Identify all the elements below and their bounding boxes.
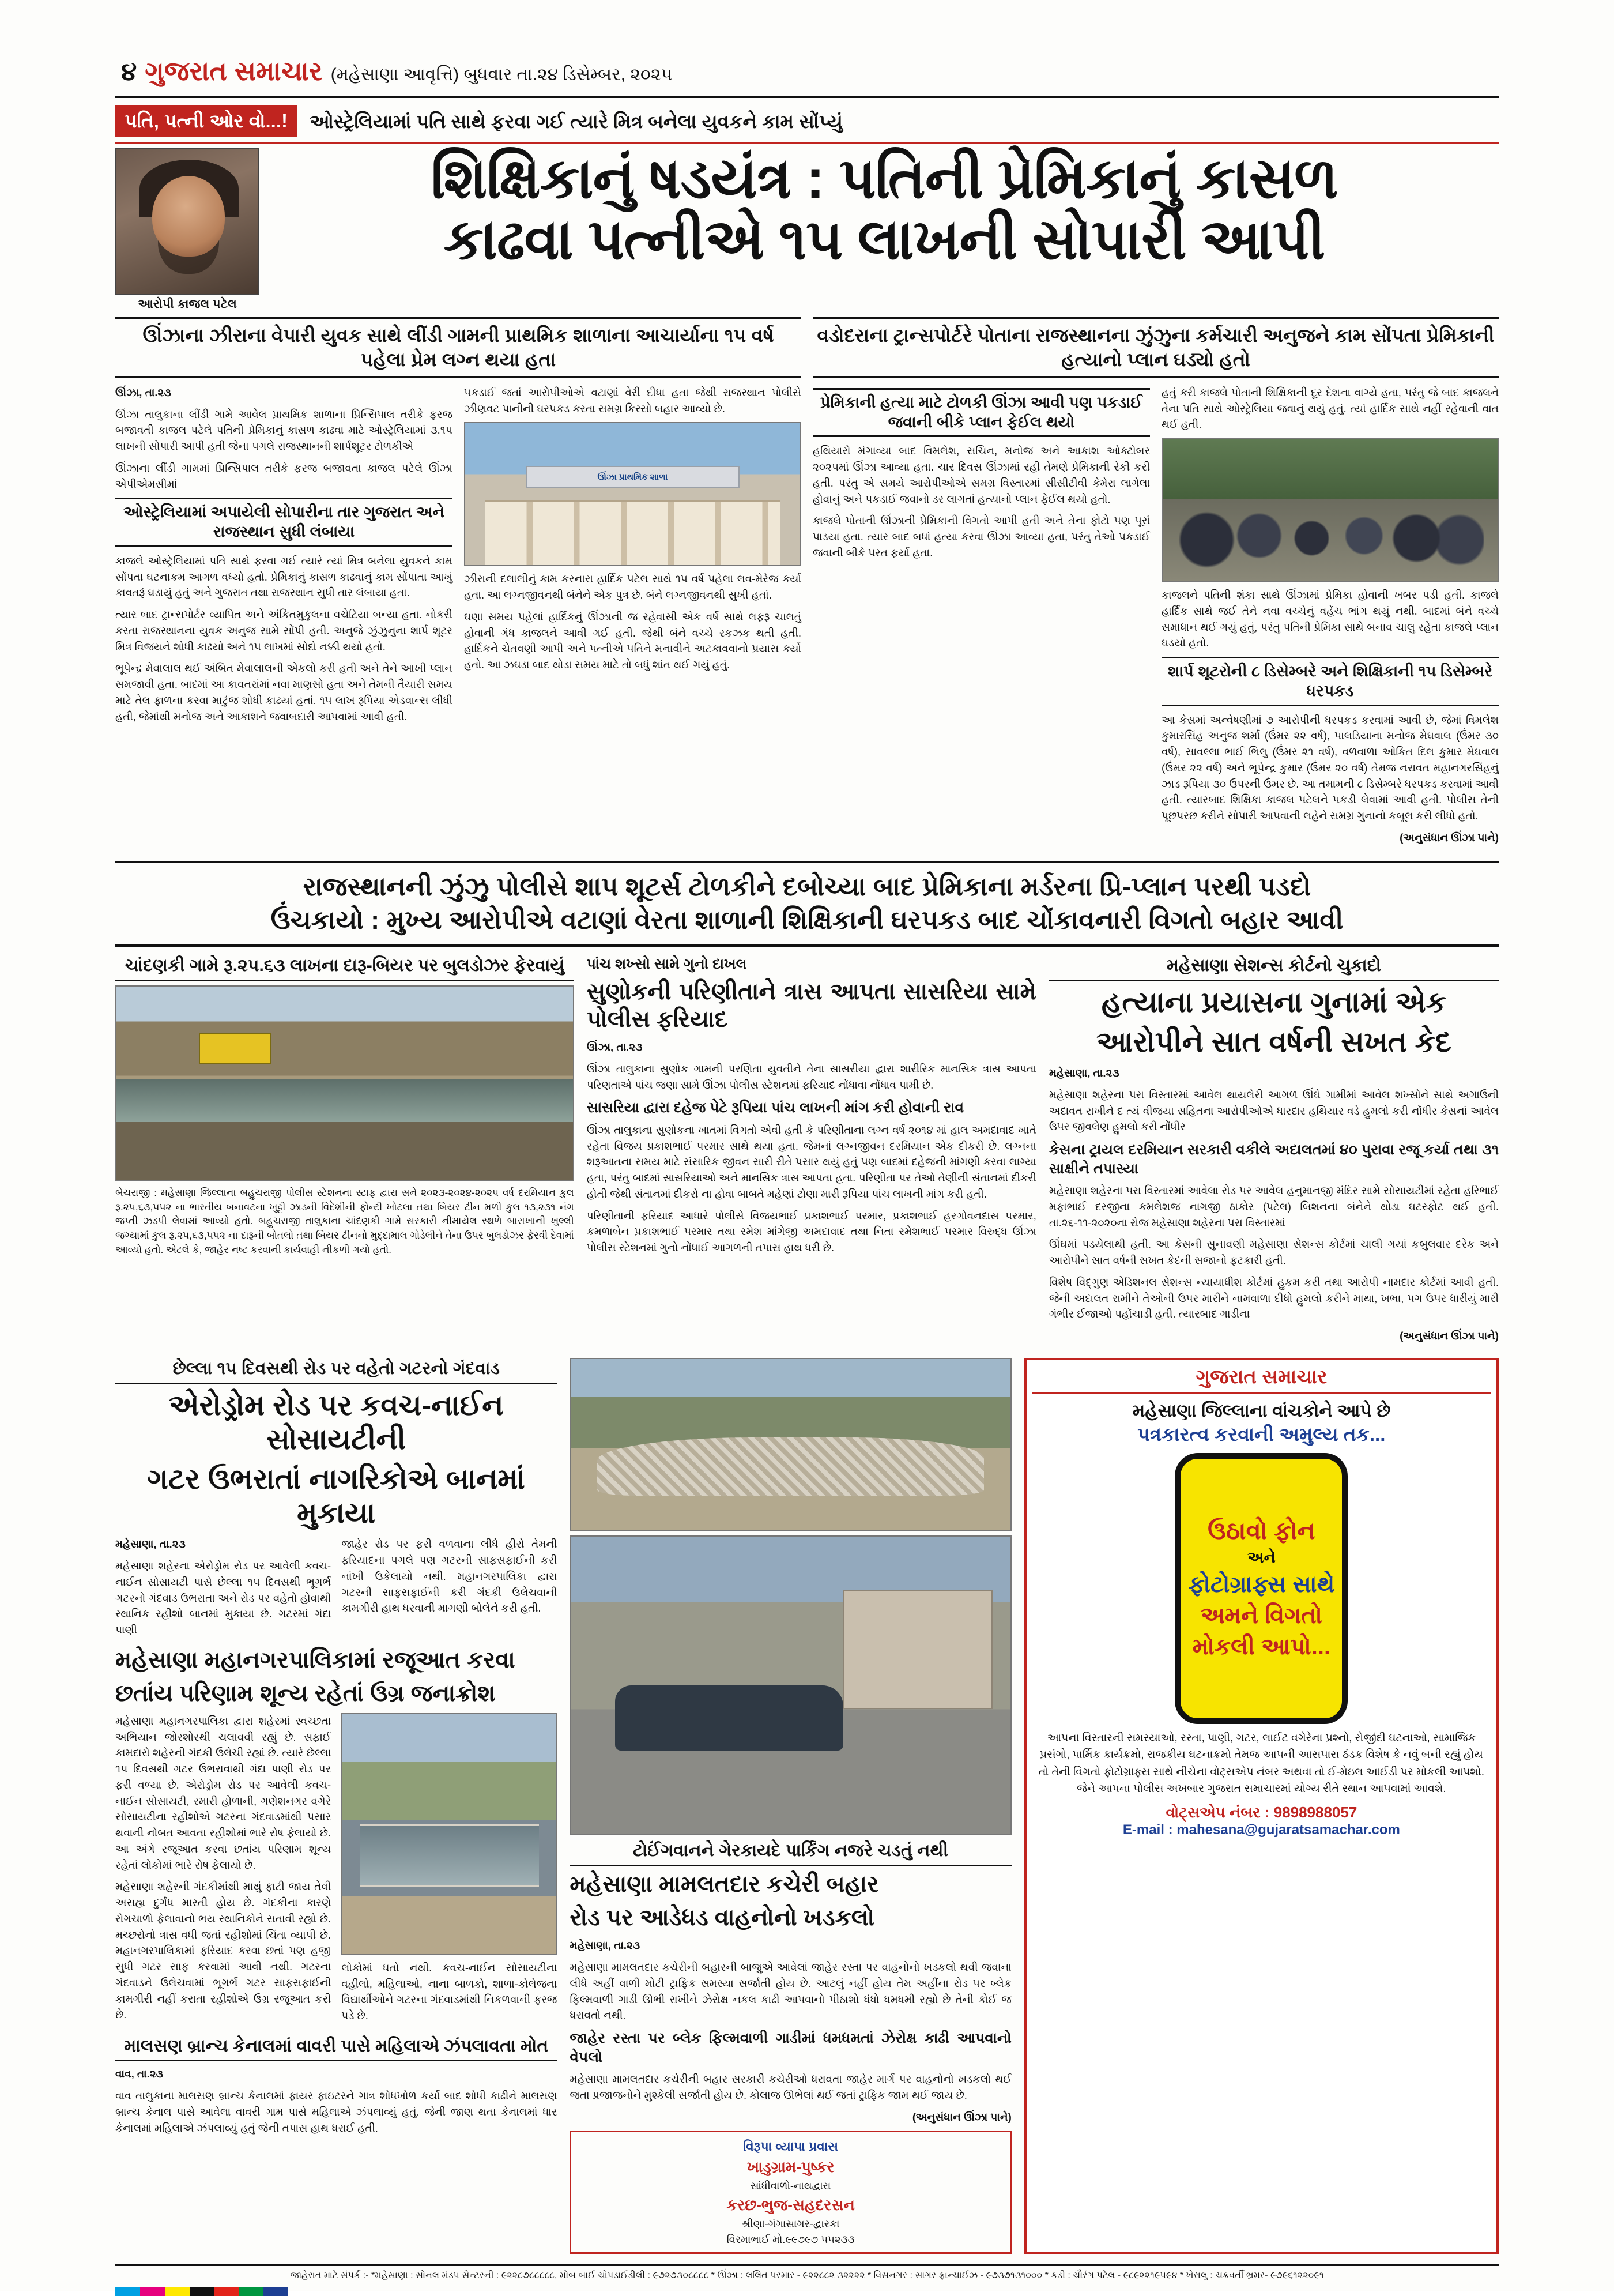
paragraph: ઘણા સમય પહેલાં હાર્દિકનું ઊંઝાની જ રહેવાસી એક વર્ષ સાથે લફરૂ ચાલતું હોવાની ગંધ કાજલને આવી ગઈ હતી. જેથી બંને વચ્ચે રકઝક થતી હતી. હાર્દિકને ચેતવણી આપી અને પત્નીએ પતિને મનાવીને અટકાવવાનો પ્રયાસ કર્યો હતો. આ ઝઘડા બાદ થોડા સમય માટે તો બધું શાંત થઈ ગયું હતું. (464, 610, 801, 671)
paragraph: જાહેર રોડ પર ફરી વળવાના લીધે હીરો તેમની ફરિયાદના પગલે પણ ગટરની સાફસફાઈની કરી નાંખી ઉકેલાયો નથી. મહાનગરપાલિકા દ્વારા ગટરની સાફસફાઈની કરી ગંદકી ઉલેચવાની કામગીરી હાથ ધરવાની માગણી બોલેને કરી હતી. (341, 1538, 557, 1614)
ad-tagline-2: પત્રકારત્વ કરવાની અમુલ્ય તક... (1137, 1424, 1386, 1446)
main-headline (270, 148, 1499, 311)
story-sewage-kicker: છેલ્લા ૧૫ દિવસથી રોડ પર વહેતો ગટરનો ગંદવાડ (115, 1358, 557, 1384)
paragraph: મહેસાણા શહેરના એરોડ્રોમ રોડ પર આવેલી કવચ-નાઈન સોસાયટી પાસે છેલ્લા ૧૫ દિવસથી ભૂગર્ભ ગટરનો ગંદવાડ ઉભરાતા અને રોડ પર વહેતો હોવાથી સ્થાનિક રહીશો બાનમાં મુકાયા છે. ગટરમાં ગંદા પાણી (115, 1560, 331, 1636)
paragraph: મહેસાણા શહેરના પરા વિસ્તારમાં આવેલ થાયલેરી આગળ ઊંઘે ગામીમાં આવેલ શખ્સોને સાથે અગાઉની અદાવત રાખીને દ ત્યં વીજયા સહિતના આરોપીઓએ ધારદાર હથિયાર વડે હુમલો કરી નોંધીર કેસનાં આવેલ ઉપર જીવલેણ હુમલો કરી નોંધીર (1049, 1088, 1499, 1133)
dateline: મહેસાણા, તા.૨૩ (1049, 1067, 1119, 1079)
paragraph: મહેસાણા શહેરના પરા વિસ્તારમાં આવેલા રોડ પર આવેલ હનુમાનજી મંદિર સામે સોસાયટીમાં રહેતા હરિભાઈ મફાભાઈ દરજીના કમલેશજ નાગજી ઠાકોર (પટેલ) બિશનના બંનેને થોડા ઘટસ્ફોટ થઈ હતી. તા.૨૬-૧૧-૨૦૨૦ના રોજ મહેસાણા શહેરના પરા વિસ્તારમાં (1049, 1184, 1499, 1229)
banner-line-2: ઉંચકાયો : મુખ્ય આરોપીએ વટાણાં વેરતા શાળાની શિક્ષિકાની ઘરપકડ બાદ ચોંકાવનારી વિગતો બહાર આવી (270, 905, 1344, 935)
footer-contact-line: જાહેરાત માટે સંપર્ક :- *મહેસાણા : સોનલ મંડપ સેન્ટરની : ૯૨૨૮૭૮૮૮૮૮, મોબ બાઈ ચોપડાઈડીલી : ૯૭૨૭૩૦૮૮૮૮ * ઊંઝા : લલિત પરમાર - ૯૨૨૮૮૨ ૩૨૨૨૨ * વિસનગર : સાગર ફ્રાન્ચાઈઝ - ૯૭૩૭૧૩૧૦૦૦ * કડી : ચૌરંગ પટેલ - ૯૮૯૨૨૧૯૫૯૪ * ખેરાલુ : ચક્રવર્તી ભ્રમર- ૯૭૯૬૧૨૨૦૯૧ (115, 2264, 1499, 2281)
classified-phone: વિરમાભાઈ મો.૯૯૭૯૭ ૫૫૨૩૩ (726, 2234, 855, 2246)
classified-line-1: સાંધીવાળો-નાથદ્વારા (750, 2180, 831, 2192)
main-headline-block (115, 148, 1499, 311)
lead-story-col-3 (813, 385, 1150, 852)
photo-caption: બેચરાજી : મહેસાણા જિલ્લાના બહુચરાજી પોલીસ સ્ટેશનના સ્ટાફ દ્વારા સને ૨૦૨૩-૨૦૨૪-૨૦૨૫ વર્ષ દરમિયાન કુલ રૂ.૨૫,૬૩,૫૫૨ ના ભારતીય બનાવટના ખુટ્ટી ઝાડની વિદેશીની ફોન્ટી ખોટલા તથા બિયર ટીન મળી કુલ ૧૩,૨૩૧ નંગ જપ્તી ઝડપી લેવામાં આવ્યો હતો. બહુચરાજી તાલુકાના ચાંદણકી ગામે સરકારી નીમાયેલ સ્થળે બારાખાની ખુલ્લી જગ્યામાં કુલ રૂ.૨૫,૬૩,૫૫૨ ના દારૂની બોતલો તથા બિયર ટીનનો મુદ્દામાલ ગોડેલીને તેના ઉપર બુલડોઝર ફેરવી દેવામાં આવ્યો હતો. એટલે કે, જાહેર નષ્ટ કરવાની કાર્યવાહી નીકળી ગયો હતો. (115, 1187, 574, 1255)
color-bar-cyan (115, 2287, 140, 2296)
story-liquor-headline: ચાંદણકી ગામે રૂ.૨૫.૬૩ લાખના દારૂ-બિયર પર બુલડોઝર ફેરવાયું (115, 955, 574, 981)
deck-row (115, 317, 1499, 378)
ad-callout-3: ફોટોગ્રાફ્સ સાથે (1188, 1572, 1335, 1598)
dateline: મહેસાણા, તા.૨૩ (570, 1939, 640, 1952)
story-sewage-col-2 (341, 1536, 557, 1644)
garbage-photo (570, 1358, 1011, 1531)
paragraph: મહેસાણા મહાનગરપાલિકા દ્વારા શહેરમાં સ્વચ્છતા અભિયાન જોરશોરથી ચલાવવી રહ્યું છે. સફાઈ કામદારો શહેરની ગંદકી ઉલેચી રહ્યાં છે. ત્યારે છેલ્લા ૧૫ દિવસથી ગટર ઉભરાવાથી ગંદા પાણી રોડ પર ફરી વળ્યા છે. એરોડ્રોમ રોડ પર આવેલી કવચ-નાઈન સોસાયટી, રમારી હોળાની, ગણેશનગર વગેરે સોસાયટીના રહીશોએ ગટરના ગંદવાડમાંથી પસાર થવાની નોબત આવતા રહીશોમાં ભારે રોષ ફેલાયો છે. આ અંગે રજૂઆત કરવા છતાંય પરિણામ શૂન્ય રહેતાં લોકોમાં ભારે રોષ ફેલાયો છે. (115, 1714, 331, 1871)
phone-illustration (1175, 1453, 1348, 1724)
lead-tag: પતિ, પત્ની ઓર વો...! (115, 105, 297, 137)
deck-left: ઊંઝાના ઝીરાના વેપારી યુવક સાથે લીંડી ગામની પ્રાથમિક શાળાના આચાર્યાના ૧૫ વર્ષ પહેલા પ્રેમ લગ્ન થયા હતા (115, 317, 801, 378)
ad-email-label: E-mail : (1122, 1821, 1173, 1838)
ad-email-line[interactable] (1032, 1822, 1491, 1838)
school-building (485, 500, 780, 565)
lead-story-columns (115, 385, 1499, 852)
color-bar-magenta (140, 2287, 165, 2296)
story-sewage-col-3 (115, 1713, 331, 2030)
story-mamlatdar-subhead: જાહેર રસ્તા પર બ્લેક ફિલ્મવાળી ગાડીમાં ધમધમતાં ઝેરોક્ષ કાઢી આપવાનો વેપલો (570, 2030, 1012, 2065)
sub-headline-box-2: પ્રેમિકાની હત્યા માટે ટોળકી ઊંઝા આવી પણ પકડાઈ જવાની બીકે પ્લાન ફેઈલ થયો (813, 388, 1150, 438)
continuation-credit: (અનુસંધાન ઊંઝા પાને) (1400, 831, 1499, 844)
lead-story-col-2 (464, 385, 801, 852)
ad-callout-1: ઉઠાવો ફોન (1208, 1516, 1315, 1544)
masthead (0, 0, 1614, 88)
banner-line-1: રાજસ્થાનની ઝુંઝુ પોલીસે શાપ શૂટર્સ ટોળકીને દબોચ્યા બાદ પ્રેમિકાના મર્ડરના પ્રિ-પ્લાન પરથી પડદો (303, 871, 1311, 901)
story-sewage-subhead-2: છતાંય પરિણામ શૂન્ય રહેતાં ઉગ્ર જનાક્રોશ (115, 1680, 496, 1706)
sub-headline-box-3: શાર્પ શૂટરોની ૮ ડિસેમ્બરે અને શિક્ષિકાની ૧૫ ડિસેમ્બરે ધરપકડ (1162, 657, 1499, 706)
roadside-shop (843, 1590, 993, 1709)
lead-story-col-4 (1162, 385, 1499, 852)
mid-section (115, 955, 1499, 1350)
ad-callout-5: મોકલી આપો... (1192, 1634, 1331, 1660)
lower-section (115, 1358, 1499, 2254)
story-court-subhead: કેસના ટ્રાયલ દરમિયાન સરકારી વકીલે અદાલતમાં ૪૦ પુરાવા રજૂ કર્યા તથા ૩૧ સાક્ષીને તપાસ્યા (1049, 1142, 1499, 1177)
story-mamlatdar-headline-2: રોડ પર આડેધડ વાહનોનો ખડકલો (570, 1905, 875, 1931)
story-sewage-col-4 (341, 1713, 557, 2030)
banner-headline (115, 861, 1499, 947)
paragraph: પકડાઈ જતાં આરોપીઓએ વટાણાં વેરી દીધા હતા જેથી રાજસ્થાન પોલીસે ઝીણવટ પાનીની ઘરપકડ કરતા સમગ્ર કિસ્સો બહાર આવ્યો છે. (464, 386, 801, 415)
continuation-credit: (અનુસંધાન ઊંઝા પાને) (1400, 1330, 1499, 1342)
accused-photo-caption: આરોપી કાજલ પટેલ (138, 298, 237, 311)
story-canal-death-headline: માલસણ બ્રાન્ચ કેનાલમાં વાવરી પાસે મહિલાએ ઝંપલાવતા મોત (115, 2035, 557, 2062)
classified-ad[interactable] (570, 2131, 1011, 2254)
color-bar-yellow (165, 2287, 190, 2296)
paragraph: ત્યાર બાદ ટ્રાન્સપોર્ટર વ્યાપિત અને અંકિતમુકુલના વચેટિયા બન્યા હતા. નોકરી કરતા રાજસ્થાનના યુવક અનુજ સામે સોંપી હતી. અનુજે ઝુંઝુનુના શાર્પ શૂટર મિત્ર વિજયને શોધી કાઢયો અને ૧૫ લાખમાં સોદો નક્કી થયો હતો. (115, 608, 452, 653)
page-number: ૪ (121, 58, 137, 86)
classified-line-2: કરછ-ભુજ-સહદરસન (726, 2196, 855, 2214)
story-liquor-destruction (115, 955, 574, 1350)
garbage-pile (597, 1437, 984, 1496)
story-court-headline-2: આરોપીને સાત વર્ષની સખત કેદ (1096, 1026, 1451, 1059)
ad-callout-2: અને (1247, 1549, 1276, 1567)
color-bar-green (239, 2287, 263, 2296)
story-court-headline-1: હત્યાના પ્રયાસના ગુનામાં એક (1101, 986, 1446, 1019)
paragraph: આ કેસમાં અન્વેષણીમાં ૭ આરોપીની ધરપકડ કરવામાં આવી છે, જેમાં વિમલેશ કુમારસિંહ અનુજ શર્મા (ઉંમર ૨૨ વર્ષ), પાલડિયાના મનોજ મેઘવાલ (ઉંમર ૩૦ વર્ષ), સાવલ્લા ભાઈ ભિલુ (ઉંમર ૨૧ વર્ષ), વળવાળા ઓકિત દિલ કુમાર મેઘવાલ (ઉંમર ૨૨ વર્ષ) અને ભૂપેન્દ્ર કુમાર (ઉંમર ૨૦ વર્ષ) તેમજ નરાવત મહાનગરસિંહનું ઝાડ રૂપિયા ૩૦ ઉપરની ઉંમર છે. આ તમામની ૮ ડિસેમ્બરે ધરપકડ કરવામાં આવી હતી. ત્યારબાદ શિક્ષિકા કાજલ પટેલને પકડી લેવામાં આવી હતી. પોલીસ તેની પૂછપરછ કરીને સોપારી આપવાની લહેને સમગ્ર ગુનાનો કબૂલ કરી લીધો હતો. (1162, 713, 1499, 822)
paragraph: ઊંઘમાં પડયેલાથી હતી. આ કેસની સુનાવણી મહેસાણા સેશન્સ કોર્ટમાં ચાલી ગયાં કબુલવાર દરેક અને આરોપીને સાત વર્ષની સખત કેદની સજાનો ફટકારી હતી. (1049, 1238, 1499, 1267)
accused-photo (115, 148, 259, 295)
lead-story-col-1 (115, 385, 452, 852)
sewage-canal-photo (341, 1713, 557, 1955)
story-sewage-subhead-1: મહેસાણા મહાનગરપાલિકામાં રજૂઆત કરવા (115, 1647, 515, 1673)
accused-photo-block (115, 148, 259, 311)
dateline: વાવ, તા.૨૩ (115, 2068, 163, 2080)
color-bar-blue (263, 2287, 288, 2296)
ad-tagline-1: મહેસાણા જિલ્લાના વાંચકોને આપે છે (1132, 1400, 1391, 1421)
paragraph: કાજલને પતિની શંકા સાથે ઊંઝામાં પ્રેમિકા હોવાની ખબર પડી હતી. કાજલે હાર્દિક સાથે જઈ તેને નવા વચ્ચેનું વહેંચ ભાંગ થયું નથી. બાદમાં બંને વચ્ચે સમાધાન થઈ ગયું હતું, પરંતુ પતિની પ્રેમિકા સાથે બનાવ ચાલુ રહેતા કાજલે પ્લાન ઘડયો હતો. (1162, 589, 1499, 649)
headline-line-1: શિક્ષિકાનું ષડયંત્ર : પતિની પ્રેમિકાનું કાસળ (431, 146, 1338, 210)
paragraph: મહેસાણા મામલતદાર કચેરીની બહારની બાજુએ આવેલાં જાહેર રસ્તા પર વાહનોનો ખડકલો થવી જવાના લીધે અહીં વાળી મોટી ટ્રાફિક સમસ્યા સર્જાતી હોય છે. આટલું નહીં હોય તેમ અહીંના રોડ પર બ્લેક ફિલ્મવાળી ગાડી ઊભી રાખીને ઝેરોક્ષ નકલ કાઢી આપવાનો પીઠાશો ધંધો ધમધમી રહ્યો છે તેની કોઈ જ ધરાવતો નથી. (570, 1961, 1012, 2022)
paragraph: ભૂપેન્દ્ર મેવાલાલ થઈ અંબિત મેવાલાલની એકલો કરી હતી અને તેને આખી પ્લાન સમજાવી હતા. બાદમાં આ કાવતરાંમાં નવા માણસો હતા અને તેમની તૈયારી સમય માટે તેલ ફાળના કરવા માટુંજ શોધી કાઢયાં હતાં. ૧૫ લાખ રૂપિયા એડવાન્સ લીધી હતી, જેમાંથી મનોજ અને આકાશને જવાબદારી આપવામાં આવી હતી. (115, 662, 452, 722)
edition-line: (મહેસાણા આવૃત્તિ) બુધવાર તા.૨૪ ડિસેમ્બર, ૨૦૨૫ (330, 65, 673, 84)
story-sewage-columns (115, 1536, 557, 1644)
story-sewage (115, 1358, 557, 2254)
parked-car (615, 1685, 843, 1751)
photo-water-area (116, 1079, 573, 1122)
story-sewage-headline-1: એરોડ્રોમ રોડ પર કવચ-નાઈન સોસાયટીની (168, 1389, 504, 1456)
classified-name: ખાડુગ્રામ-પુષ્કર (746, 2158, 835, 2176)
story-mamlatdar-body (570, 1937, 1011, 2125)
bulldozer-shape (199, 1033, 272, 1064)
accused-group-photo (1162, 438, 1499, 582)
masthead-rule (115, 96, 1499, 98)
dateline: મહેસાણા, તા.૨૩ (115, 1538, 186, 1550)
school-board-text: ઊંઝા પ્રાથમિક શાળા (526, 466, 740, 488)
ad-callout-4: અમને વિગતો (1200, 1603, 1322, 1629)
story-dowry-headline: સુણોકની પરિણીતાને ત્રાસ આપતા સાસરિયા સામે પોલીસ ફરિયાદ (586, 979, 1036, 1033)
story-dowry-complaint (587, 955, 1036, 1350)
canal-shape (360, 1824, 539, 1887)
ad-whatsapp-label: વોટ્સએપ નંબર : (1166, 1803, 1270, 1821)
ad-brand-name: ગુજરાત સમાચાર (1032, 1366, 1491, 1394)
mamlatdar-street-photo (570, 1535, 1011, 1835)
paragraph: વાવ તાલુકાના માલસણ બ્રાન્ચ કેનાલમાં ફાયર ફાઇટરને ગાત્ર શોધખોળ કર્યા બાદ શોધી કાઢીને માલસણ બ્રાન્ચ કેનાલ પાસે આવેલા વાવરી ગામ પાસે મહિલાએ ઝંપલાવ્યું હતું. જેની જાણ થતા કેનાલમાં ધાર કેનાલમાં મહિલાએ ઝંપલાવ્યું હતું જેની તપાસ હાથ ધરાઈ હતી. (115, 2090, 557, 2134)
paragraph: મહેસાણા મામલતદાર કચેરીની બહાર સરકારી કચેરીઓ ધરાવતા જાહેર માર્ગ પર વાહનોનો ખડકલો થઈ જતા પ્રજાજનોને મુશ્કેલી સર્જાતી હોય છે. કોલાજ ઊભેલાં થઈ જતાં ટ્રાફિક જામ થઈ જાય છે. (570, 2073, 1012, 2101)
print-color-bar (115, 2287, 288, 2296)
classified-line-3: શ્રીણા-ગંગાસાગર-દ્વારકા (741, 2218, 840, 2230)
paragraph: કાજલે ઓસ્ટ્રેલિયામાં પતિ સાથે ફરવા ગઈ ત્યારે ત્યાં મિત્ર બનેલા યુવકને કામ સોંપતા ઘટનાક્રમ આગળ વધ્યો હતો. પ્રેમિકાનું કાસળ કાઢવાનું કામ સોંપાતા આખું કાવતરૂં ઘડાયું હતું અને ગુજરાત તથા રાજસ્થાન સુધી તાર લંબાયા હતા. (115, 554, 452, 599)
story-mamlatdar-kicker: ટોઈંગવાનને ગેરકાયદે પાર્કિંગ નજરે ચડતું નથી (570, 1840, 1011, 1866)
story-sewage-headline-2: ગટર ઉભરાતાં નાગરિકોએ બાનમાં મુકાયા (147, 1463, 525, 1530)
lead-strip (115, 105, 1499, 144)
paragraph: ઊંઝા તાલુકાના સુણોકના ખાતમાં વિગતો એવી હતી કે પરિણીતાના લગ્ન વર્ષ ૨૦૧૪ માં હાલ અમદાવાદ ખાતે રહેતા વિજય પ્રકાશભાઈ પરમાર સાથે થયા હતા. જેમનાં લગ્નજીવન દરમિયાન એક દીકરી છે. લગ્નના શરૂઆતના સમય માટે સંસારિક જીવન સારી રીતે પસાર થયું હતું પણ બાદમાં દહેજની માંગણી કરવા લાગ્યા હતા, પરંતુ બાદમાં સાસરિયાઓ અને માનસિક ત્રાસ આપતા હતા. પરિણીતા પર તેઓ તેણીની સંતાનમાં દીકરી હોતી જેથી સંતાનમાં દીકરો ના હોવા બાબતે મહેણાં ટોણા મારી રૂપિયા પાંચ લાખની માંગ કરી હતી. (586, 1123, 1036, 1200)
paragraph: પરિણીતાની ફરિયાદ આધારે પોલીસે વિજયભાઈ પ્રકાશભાઈ પરમાર, પ્રકાશભાઈ હરગોવનદાસ પરમાર, કમળાબેન પ્રકાશભાઈ પરમાર તથા રમેશ માંગેજી અમદાવાદ તથા નિતા રમેશભાઈ પરમાર વિરુદ્ધ ઊંઝા પોલીસ સ્ટેશનમાં ગુનો નોંધાઈ આગળની તપાસ હાથ ધરી છે. (586, 1209, 1036, 1254)
paragraph: ઊંઝાના લીંડી ગામમાં પ્રિન્સિપાલ તરીકે ફરજ બજાવતા કાજલ પટેલે ઊંઝા એપીએમસીમાં (115, 461, 452, 490)
story-mamlatdar (570, 1358, 1011, 2254)
school-photo (464, 422, 801, 566)
sub-headline-box: ઓસ્ટ્રેલિયામાં અપાયેલી સોપારીના તાર ગુજરાત અને રાજસ્થાન સુધી લંબાયા (115, 498, 452, 547)
color-bar-black (190, 2287, 214, 2296)
story-sewage-columns-2 (115, 1713, 557, 2030)
dateline: ઊંઝા, તા.૨૩ (115, 386, 171, 398)
ad-whatsapp-line[interactable] (1032, 1804, 1491, 1822)
paragraph: લોકોમાં ધતો નથી. કવચ-નાઈન સોસાયટીના વહીલો, મહિલાઓ, નાના બાળકો, શાળા-કોલેજના વિદ્યાર્થીઓને ગટરના ગંદવાડમાંથી નિકળવાની ફરજ પડે છે. (341, 1961, 557, 2022)
deck-right: વડોદરાના ટ્રાન્સપોર્ટરે પોતાના રાજસ્થાનના ઝુંઝુના કર્મચારી અનુજને કામ સોંપતા પ્રેમિકાની હત્યાનો પ્લાન ઘડ્યો હતો (813, 317, 1499, 378)
story-mamlatdar-headline-1: મહેસાણા મામલતદાર કચેરી બહાર (570, 1872, 879, 1898)
story-court-verdict (1049, 955, 1499, 1350)
liquor-destruction-photo (115, 985, 574, 1181)
classified-title: વિરૂપા વ્યાપા પ્રવાસ (743, 2139, 839, 2154)
story-sewage-col-1 (115, 1536, 331, 1644)
paragraph: કાજલે પોતાની ઊંઝાની પ્રેમિકાની વિગતો આપી હતી અને તેના ફોટો પણ પૂરાં પાડયા હતા. ત્યાર બાદ બધાં હત્યા કરવા ઊંઝા આવ્યા હતા, પરંતુ તેઓ પકડાઈ જવાની બીકે પરત ફર્યા હતા. (813, 514, 1150, 559)
paragraph: હતું કરી કાજલે પોતાની શિક્ષિકાની દૂર દેશના વાગ્યે હતા, પરંતુ જે બાદ કાજલને તેના પતિ સાથે ઓસ્ટ્રેલિયા જવાનું થયું હતું. ત્યાં હાર્દિક સાથે નહીં રહેવાની વાત થઈ હતી. (1162, 386, 1499, 431)
paragraph: ઝીરાની દલાલીનું કામ કરનારા હાર્દિક પટેલ સાથે ૧૫ વર્ષ પહેલા લવ-મેરેજ કર્યા હતા. આ લગ્નજીવનથી બંનેને એક પુત્ર છે. બંને લગ્નજીવનથી સુખી હતાં. (464, 573, 801, 601)
color-bar-red (214, 2287, 239, 2296)
paragraph: ઊંઝા તાલુકાના લીંડી ગામે આવેલ પ્રાથમિક શાળાના પ્રિન્સિપાલ તરીકે ફરજ બજાવતી કાજલ પટેલે પતિની પ્રેમિકાનું કાસળ કાઢવા માટે ઓસ્ટ્રેલિયામાં ૩.૧૫ લાખની સોપારી આપી હતી જેના પગલે રાજસ્થાનની શાર્પશૂટર ટોળકીએ (115, 408, 452, 453)
house-advertisement[interactable] (1024, 1358, 1499, 2254)
headline-line-2: કાઢવા પત્નીએ ૧૫ લાખની સોપારી આપી (443, 208, 1325, 272)
paragraph: ઊંઝા તાલુકાના સુણોક ગામની પરણિતા યુવતીને તેના સાસરીયા દ્વારા શારીરિક માનસિક ત્રાસ આપતા પરિણતાએ પાંચ જણા સામે ઊંઝા પોલીસ સ્ટેશનમાં ફરિયાદ નોંધાવા નોંધાવ પામી છે. (586, 1062, 1036, 1091)
paragraph: વિશેષ વિદ્ગુણ એડિશનલ સેશન્સ ન્યાયાધીશ કોર્ટમાં હુકમ કરી તથા આરોપી નામદાર કોર્ટમાં આવી હતી. જેની અદાલત રામીને તેઓની ઉપર મારીને નામવાળા દીધો હુમલો કરીને માથા, ખભા, પગ ઉપર ધારીયું મારી ગંભીર ઈજાઓ પહોંચાડી હતી. ત્યારબાદ ગાડીના (1049, 1275, 1499, 1320)
continuation-credit: (અનુસંધાન ઊંઝા પાને) (912, 2110, 1012, 2123)
paragraph: મહેસાણા શહેરની ગંદકીમાંથી માથું ફાટી જાય તેવી અસહ્ય દુર્ગંધ મારતી હોય છે. ગંદકીના કારણે રોગચાળો ફેલાવાનો ભય સ્થાનિકોને સતાવી રહ્યો છે. મચ્છરોનો ત્રાસ વધી જતાં રહીશોમાં ચિંતા વ્યાપી છે. મહાનગરપાલિકામાં ફરિયાદ કરવા છતાં પણ હજી સુધી ગટર સાફ કરવામાં આવી નથી. ગટરના ગંદવાડને ઉલેચવામાં ભૂગર્ભ ગટર સાફસફાઈની કામગીરી નહીં કરાતા રહીશોએ ઉગ્ર રજૂઆત કરી છે. (115, 1880, 331, 2021)
story-canal-death-body (115, 2066, 557, 2136)
newspaper-title: ગુજરાત સમાચાર (145, 56, 323, 86)
story-dowry-subhead: સાસરિયા દ્વારા દહેજ પેટે રૂપિયા પાંચ લાખની માંગ કરી હોવાની રાવ (586, 1100, 964, 1116)
accused-group-figures (1176, 491, 1484, 573)
ad-whatsapp-number[interactable]: 9898988057 (1273, 1803, 1357, 1821)
paragraph: હથિયારો મંગાવ્યા બાદ વિમલેશ, સચિન, મનોજ અને આકાશ ઓક્ટોબર ૨૦૨૫માં ઊંઝા આવ્યા હતા. ચાર દિવસ ઊંઝામાં રહી તેમણે પ્રેમિકાની રેકી કરી હતી. પરંતુ એ સમયે આરોપીઓએ સમગ્ર વિસ્તારમાં સીસીટીવી કેમેરા લાગેલા હોવાનું અને પકડાઈ જવાનો ડર લાગતાં હત્યાનો પ્લાન ફેઈલ થયો હતો. (813, 445, 1150, 505)
ad-email-address[interactable]: mahesana@gujaratsamachar.com (1176, 1821, 1400, 1838)
lead-kicker: ઓસ્ટ્રેલિયામાં પતિ સાથે ફરવા ગઈ ત્યારે મિત્ર બનેલા યુવકને કામ સોંપ્યું (310, 111, 843, 132)
story-dowry-kicker: પાંચ શખ્સો સામે ગુનો દાખલ (586, 955, 747, 972)
story-court-kicker: મહેસાણા સેશન્સ કોર્ટનો ચુકાદો (1049, 955, 1499, 981)
dateline: ઊંઝા, તા.૨૩ (586, 1041, 643, 1053)
ad-body-text: આપના વિસ્તારની સમસ્યાઓ, રસ્તા, પાણી, ગટર, લાઈટ વગેરેના પ્રશ્નો, રોજીંદી ઘટનાઓ, સામાજિક પ્રસંગો, પાર્મિક કાર્યક્રમો, રાજકીય ઘટનાક્રમો તેમજ આપની આસપાસ ઠંડક વિશેષ કે નવું બની રહ્યું હોય તો તેની વિગતો ફોટોગ્રાફ્સ સાથે નીચેના વોટ્સએપ નંબર અથવા તો ઈ-મેઇલ આઈડી પર મોકલી આપશો. જેને આપના પોલીસ અખબાર ગુજરાત સમાચારમાં યોગ્ય રીતે સ્થાન આપવામાં આવશે. (1038, 1732, 1484, 1796)
